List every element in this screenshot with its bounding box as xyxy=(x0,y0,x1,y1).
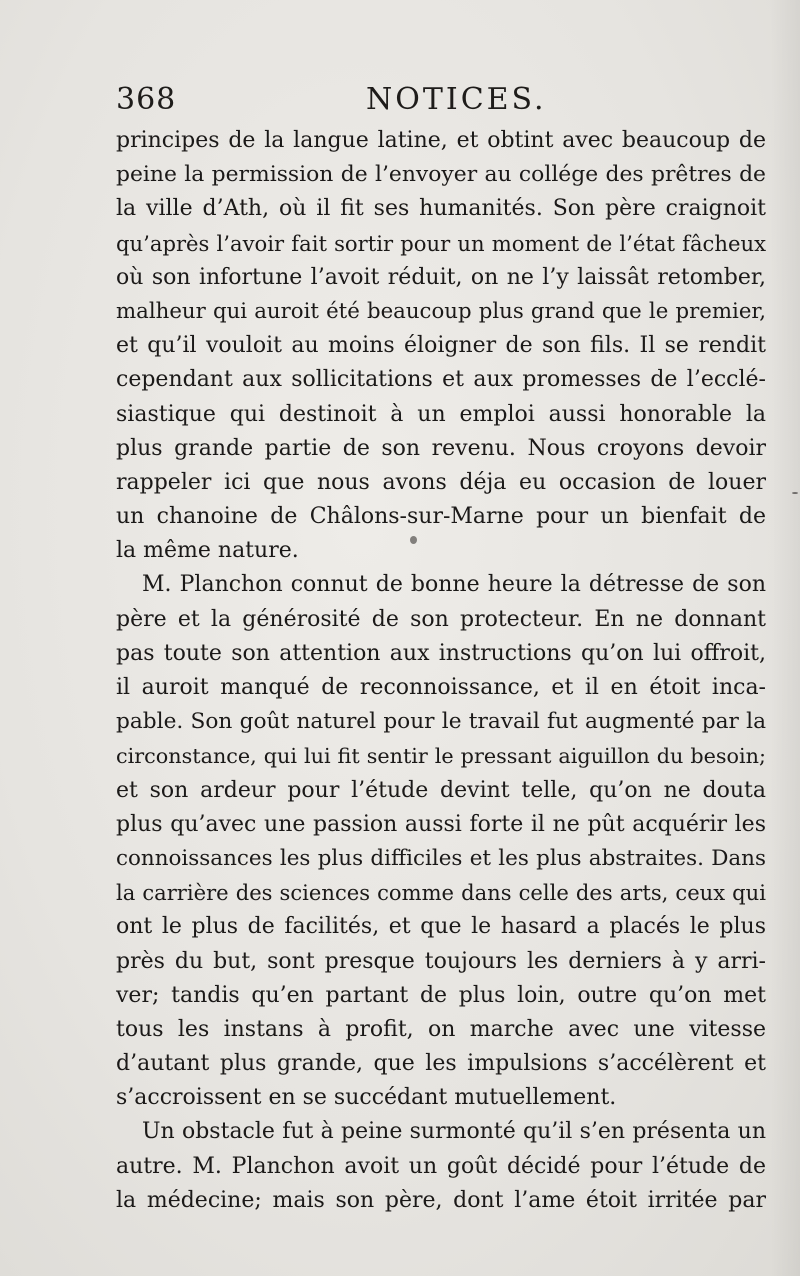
text-line: M. Planchon connut de bonne heure la détresse de son xyxy=(142,572,766,598)
text-line: où son infortune l’avoit réduit, on ne l’y laissât retomber, xyxy=(116,264,766,290)
ink-speck xyxy=(410,536,417,544)
text-line: et qu’il vouloit au moins éloigner de son fils. Il se rendit xyxy=(116,333,766,359)
text-line: pable. Son goût naturel pour le travail fut augmenté par la xyxy=(116,709,766,735)
running-head: NOTICES. xyxy=(366,82,547,117)
text-line: il auroit manqué de reconnoissance, et il en étoit inca- xyxy=(116,675,766,700)
text-line: père et la générosité de son protecteur. En ne donnant xyxy=(116,606,766,632)
text-line: cependant aux sollicitations et aux promesses de l’ecclé- xyxy=(116,367,766,393)
text-line: tous les instans à profit, on marche avec une vitesse xyxy=(116,1016,766,1042)
text-line: et son ardeur pour l’étude devint telle, qu’on ne douta xyxy=(116,777,766,803)
text-line: ver; tandis qu’en partant de plus loin, outre qu’on met xyxy=(116,982,766,1008)
text-line: circonstance, qui lui fit sentir le pressant aiguillon du besoin; xyxy=(116,744,766,769)
text-line: la carrière des sciences comme dans celle des arts, ceux qui xyxy=(116,880,766,906)
text-line: près du but, sont presque toujours les derniers à y arri- xyxy=(116,948,766,974)
text-line: rappeler ici que nous avons déja eu occasion de louer xyxy=(116,469,766,495)
text-line: qu’après l’avoir fait sortir pour un moment de l’état fâcheux xyxy=(116,230,766,256)
text-line: un chanoine de Châlons-sur-Marne pour un bienfait de xyxy=(116,504,766,530)
text-line: connoissances les plus difficiles et les plus abstraites. Dans xyxy=(116,845,766,871)
page-header xyxy=(116,82,764,126)
text-line: plus grande partie de son revenu. Nous croyons devoir xyxy=(116,435,766,461)
text-line: s’accroissent en se succédant mutuellement. xyxy=(116,1085,617,1111)
text-line: la même nature. xyxy=(116,538,299,564)
text-line: la ville d’Ath, où il fit ses humanités. Son père craignoit xyxy=(116,196,766,222)
text-line: d’autant plus grande, que les impulsions s’accélèrent et xyxy=(116,1051,766,1077)
paragraph-2 xyxy=(116,568,766,1115)
text-line: la médecine; mais son père, dont l’ame étoit irritée par xyxy=(116,1187,766,1213)
text-line: principes de la langue latine, et obtint avec beaucoup de xyxy=(116,128,766,153)
page-edge-shadow xyxy=(770,0,800,1276)
paragraph-1 xyxy=(116,124,766,568)
text-line: pas toute son attention aux instructions qu’on lui offroit, xyxy=(116,640,766,666)
text-line: ont le plus de facilités, et que le hasard a placés le plus xyxy=(116,914,766,940)
text-line: autre. M. Planchon avoit un goût décidé pour l’étude de xyxy=(116,1153,766,1179)
text-line: plus qu’avec une passion aussi forte il ne pût acquérir les xyxy=(116,811,766,837)
text-line: malheur qui auroit été beaucoup plus grand que le premier, xyxy=(116,298,766,324)
text-line: peine la permission de l’envoyer au collége des prêtres de xyxy=(116,162,766,188)
text-line: siastique qui destinoit à un emploi aussi honorable la xyxy=(116,401,766,427)
page-number: 368 xyxy=(116,82,177,117)
text-line: Un obstacle fut à peine surmonté qu’il s’en présenta un xyxy=(142,1119,766,1145)
paragraph-3 xyxy=(116,1115,766,1218)
body-text xyxy=(116,124,766,1218)
